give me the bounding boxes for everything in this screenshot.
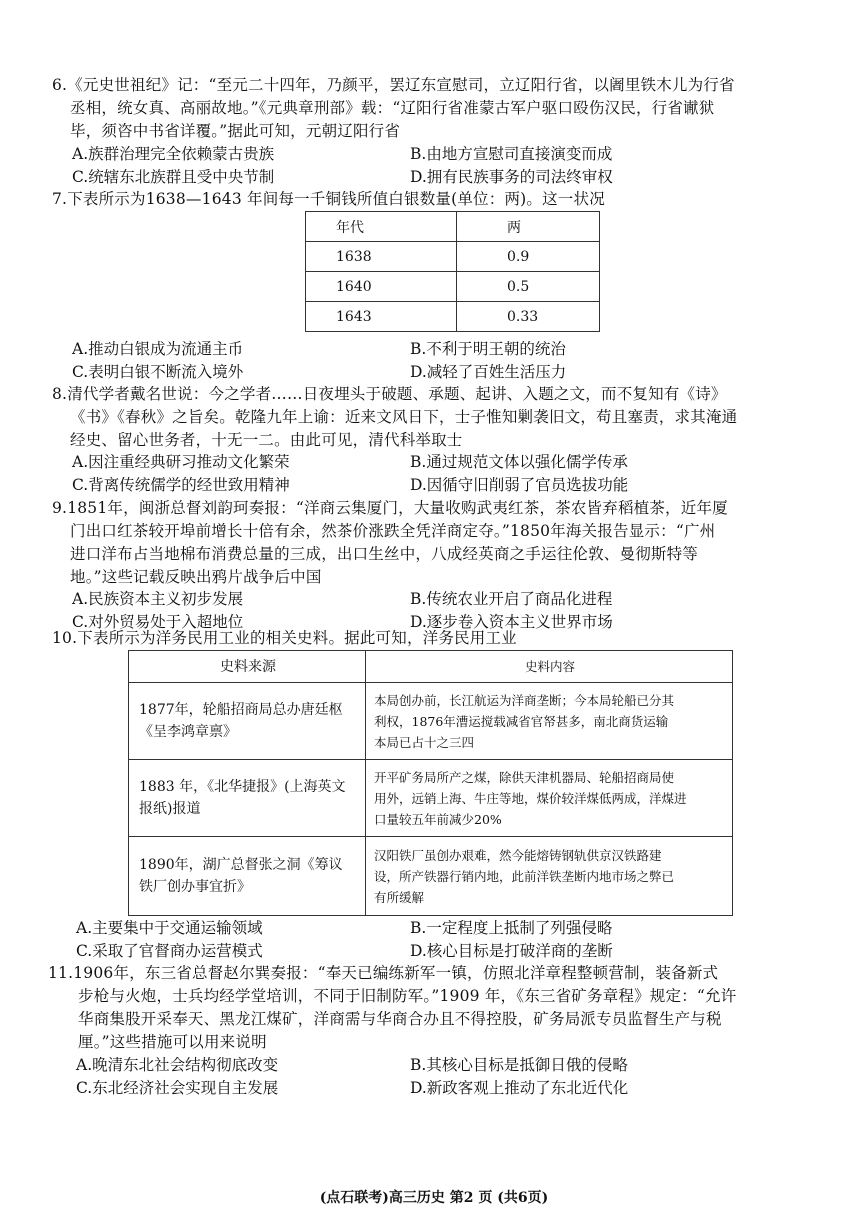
q9-option-b: B.传统农业开启了商品化进程 (410, 590, 613, 608)
q8-stem-line2: 《书》《春秋》之旨矣。乾隆九年上谕：近来文风日下，士子惟知剿袭旧文，苟且塞责，求其淹通 (70, 408, 738, 426)
q10-source-cell (129, 760, 366, 837)
q10-content-line: 开平矿务局所产之煤，除供天津机器局、轮船招商局使 (374, 769, 675, 785)
q10-content-line: 有所缓解 (374, 889, 425, 905)
q10-table (128, 650, 733, 916)
q10-content-line: 设，所产铁器行销内地，此前洋铁垄断内地市场之弊已 (374, 868, 675, 884)
q7-header-liang: 两 (457, 212, 600, 242)
q8-option-b: B.通过规范文体以强化儒学传承 (410, 453, 628, 471)
q9-option-c: C.对外贸易处于入超地位 (72, 613, 244, 631)
q10-content-line: 利权，1876年漕运搅载减省官帑甚多，南北商货运输 (374, 713, 669, 729)
q9-stem-line3: 进口洋布占当地棉布消费总量的三成，出口生丝中，八成经英商之手运往伦敦、曼彻斯特等 (70, 545, 699, 563)
q10-source-line: 1877年，轮船招商局总办唐廷枢 (139, 702, 343, 718)
q8-option-a: A.因注重经典研习推动文化繁荣 (72, 453, 290, 471)
table-row (129, 760, 733, 837)
q8-stem-line1: 8.清代学者戴名世说：今之学者……日夜埋头于破题、承题、起讲、入题之文，而不复知有《诗》 (52, 385, 727, 403)
q11-stem-line4: 厘。”这些措施可以用来说明 (78, 1033, 267, 1051)
q10-option-c: C.采取了官督商办运营模式 (76, 942, 263, 960)
q10-content-cell (366, 760, 733, 837)
q9-option-d: D.逐步卷入资本主义世界市场 (410, 613, 613, 631)
q11-stem-line2: 步枪与火炮，士兵均经学堂培训，不同于旧制防军。”1909 年，《东三省矿务章程》规定：“允许 (78, 987, 737, 1005)
q11-option-a: A.晚清东北社会结构彻底改变 (76, 1056, 279, 1074)
q6-option-a: A.族群治理完全依赖蒙古贵族 (72, 145, 275, 163)
q7-cell-value: 0.5 (457, 272, 600, 302)
q11-stem-line1: 11.1906年，东三省总督赵尔巽奏报：“奉天已编练新军一镇，仿照北洋章程整顿营制，装备新式 (48, 964, 719, 982)
q10-source-cell (129, 837, 366, 916)
q7-stem-line1: 7.下表所示为1638—1643 年间每一千铜钱所值白银数量(单位：两)。这一状况 (52, 190, 605, 208)
q7-option-a: A.推动白银成为流通主币 (72, 340, 244, 358)
q10-content-cell (366, 683, 733, 760)
q7-cell-year: 1640 (306, 272, 457, 302)
q10-option-d: D.核心目标是打破洋商的垄断 (410, 942, 613, 960)
q6-option-b: B.由地方宣慰司直接演变而成 (410, 145, 613, 163)
q7-cell-value: 0.9 (457, 242, 600, 272)
table-row (306, 272, 600, 302)
q7-cell-year: 1638 (306, 242, 457, 272)
q11-option-b: B.其核心目标是抵御日俄的侵略 (410, 1056, 628, 1074)
q7-option-d: D.减轻了百姓生活压力 (410, 363, 567, 381)
q6-stem-line3: 毕，须咨中书省详覆。”据此可知，元朝辽阳行省 (70, 122, 401, 140)
q6-stem-line2: 丞相，统女真、高丽故地。”《元典章刑部》载：“辽阳行省准蒙古军户驱口殴伤汉民，行省谳狱 (70, 99, 715, 117)
table-row (306, 302, 600, 332)
q9-stem-line4: 地。”这些记载反映出鸦片战争后中国 (70, 568, 322, 586)
q9-stem-line1: 9.1851年，闽浙总督刘韵珂奏报：“洋商云集厦门，大量收购武夷红茶，茶农皆弃稻植茶，近年厦 (52, 499, 728, 517)
q8-stem-line3: 经史、留心世务者，十无一二。由此可见，清代科举取士 (70, 431, 463, 449)
q10-source-line: 报纸)报道 (139, 801, 201, 817)
q6-stem-line1: 6.《元史世祖纪》记：“至元二十四年，乃颜平，罢辽东宣慰司，立辽阳行省，以阇里铁木儿为行省 (52, 76, 735, 94)
table-row (129, 683, 733, 760)
q7-option-b: B.不利于明王朝的统治 (410, 340, 566, 358)
table-row (306, 242, 600, 272)
q10-header-source: 史料来源 (129, 651, 366, 683)
q7-table (305, 211, 600, 332)
q10-header-content: 史料内容 (366, 651, 733, 683)
q10-source-line: 1883 年，《北华捷报》(上海英文 (139, 779, 346, 795)
q6-option-d: D.拥有民族事务的司法终审权 (410, 168, 613, 186)
q7-header-year: 年代 (306, 212, 457, 242)
q10-stem-line1: 10.下表所示为洋务民用工业的相关史料。据此可知，洋务民用工业 (52, 629, 517, 647)
q7-option-c: C.表明白银不断流入境外 (72, 363, 244, 381)
q10-source-line: 《呈李鸿章禀》 (139, 724, 237, 740)
q7-table-header (306, 212, 600, 242)
q11-stem-line3: 华商集股开采奉天、黑龙江煤矿，洋商需与华商合办且不得控股，矿务局派专员监督生产与税 (78, 1010, 722, 1028)
q10-content-line: 汉阳铁厂虽创办艰难，然今能熔铸钢轨供京汉铁路建 (374, 847, 662, 863)
q6-option-c: C.统辖东北族群且受中央节制 (72, 168, 275, 186)
q10-source-line: 1890年，湖广总督张之洞《筹议 (139, 857, 343, 873)
q9-stem-line2: 门出口红茶较开埠前增长十倍有余，然茶价涨跌全凭洋商定夺。”1850年海关报告显示：“广州 (70, 522, 716, 540)
q10-content-line: 用外，远销上海、牛庄等地，煤价较洋煤低两成，洋煤进 (374, 790, 687, 806)
q10-option-a: A.主要集中于交通运输领域 (76, 919, 263, 937)
q10-option-b: B.一定程度上抵制了列强侵略 (410, 919, 613, 937)
q10-content-line: 口量较五年前减少20% (374, 811, 502, 827)
q10-source-cell (129, 683, 366, 760)
q7-cell-value: 0.33 (457, 302, 600, 332)
page-footer: (点石联考)高三历史 第2 页 (共6页) (319, 1190, 549, 1206)
q10-content-cell (366, 837, 733, 916)
q10-content-line: 本局创办前，长江航运为洋商垄断；今本局轮船已分其 (374, 692, 675, 708)
q10-source-line: 铁厂创办事宜折》 (139, 879, 251, 895)
q10-table-header (129, 651, 733, 683)
q11-option-d: D.新政客观上推动了东北近代化 (410, 1079, 629, 1097)
table-row (129, 837, 733, 916)
q7-cell-year: 1643 (306, 302, 457, 332)
q11-option-c: C.东北经济社会实现自主发展 (76, 1079, 279, 1097)
q9-option-a: A.民族资本主义初步发展 (72, 590, 244, 608)
q8-option-c: C.背离传统儒学的经世致用精神 (72, 476, 290, 494)
q10-content-line: 本局已占十之三四 (374, 734, 475, 750)
q8-option-d: D.因循守旧削弱了官员选拔功能 (410, 476, 629, 494)
